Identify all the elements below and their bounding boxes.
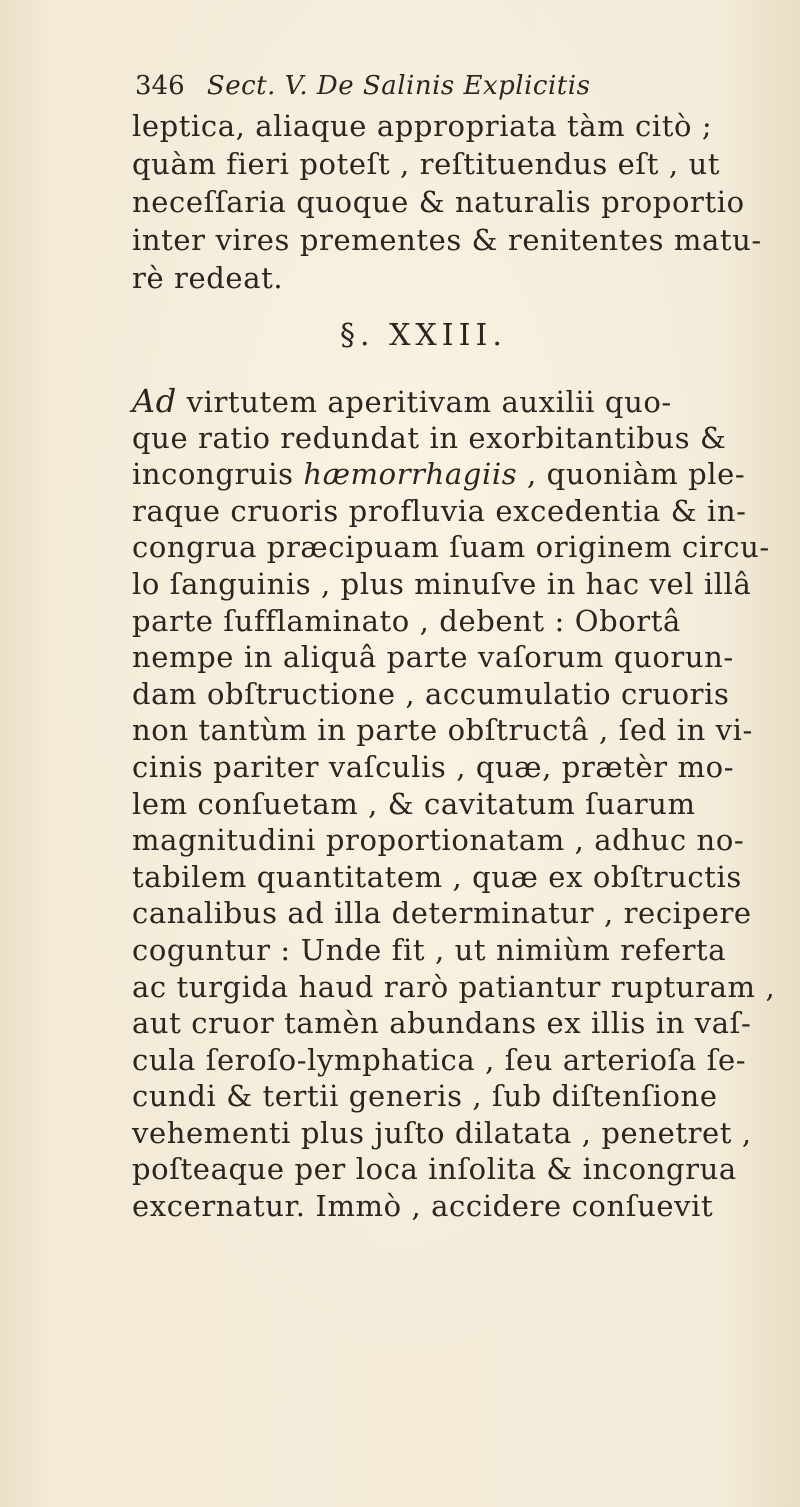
text-line: raque cruoris profluvia excedentia & in- [132,493,747,528]
paragraph [132,382,776,1225]
text-line: parte ſufflaminato , debent : Obortâ [132,603,681,638]
italic-term: hæmorrhagiis [303,457,518,492]
text-line: vehementi plus juſto dilatata , penetret , [132,1115,752,1150]
text-line: congrua præcipuam ſuam originem circu- [132,530,770,565]
text-line: quàm fieri poteſt , reſtituendus eſt , ut [132,147,720,181]
text-line [132,383,772,420]
text-line [132,456,772,493]
paragraph-first-word: Ad [132,382,177,420]
text-line: rè redeat. [132,261,284,295]
text-line: lo ſanguinis , plus minuſve in hac vel illâ [132,566,752,601]
text-line: non tantùm in parte obſtructâ , ſed in vi- [132,713,753,748]
text-line: dam obſtructione , accumulatio cruoris [132,676,730,711]
text-line: que ratio redundat in exorbitantibus & [132,420,727,455]
text-line: neceſſaria quoque & naturalis proportio [132,185,745,219]
running-title: Sect. V. De Salinis Explicitis [206,71,591,101]
text-line: tabilem quantitatem , quæ ex obſtructis [132,859,742,894]
text-line: cundi & tertii generis , ſub diſtenſione [132,1079,718,1114]
text-run: , quoniàm ple- [517,457,746,492]
text-run: incongruis [132,457,304,492]
text-line: cinis pariter vaſculis , quæ, prætèr mo- [132,749,735,784]
text-line: leptica, aliaque appropriata tàm citò ; [132,109,713,143]
text-line: inter vires prementes & renitentes matu- [132,223,762,257]
text-run: virtutem aperitivam auxilii quo- [176,385,672,419]
text-line: coguntur : Unde fit , ut nimiùm referta [132,932,727,967]
text-line: poſteaque per loca inſolita & incongrua [132,1152,737,1187]
running-header [135,66,695,106]
text-line: cula ſeroſo-lymphatica , ſeu arterioſa ſe- [132,1042,747,1077]
text-line: excernatur. Immò , accidere conſuevit [132,1189,714,1224]
text-line: ac turgida haud rarò patiantur rupturam , [132,969,776,1004]
text-line: aut cruor tamèn abundans ex illis in vaſ- [132,1006,752,1041]
text-line: lem conſuetam , & cavitatum ſuarum [132,786,696,821]
text-line: magnitudini proportionatam , adhuc no- [132,823,745,858]
text-line: canalibus ad illa determinatur , recipere [132,896,752,931]
page-number: 346 [135,71,185,101]
section-heading: §. XXIII. [340,318,507,353]
text-line: nempe in aliquâ parte vaſorum quorun- [132,640,734,675]
continuation-text [132,107,772,297]
